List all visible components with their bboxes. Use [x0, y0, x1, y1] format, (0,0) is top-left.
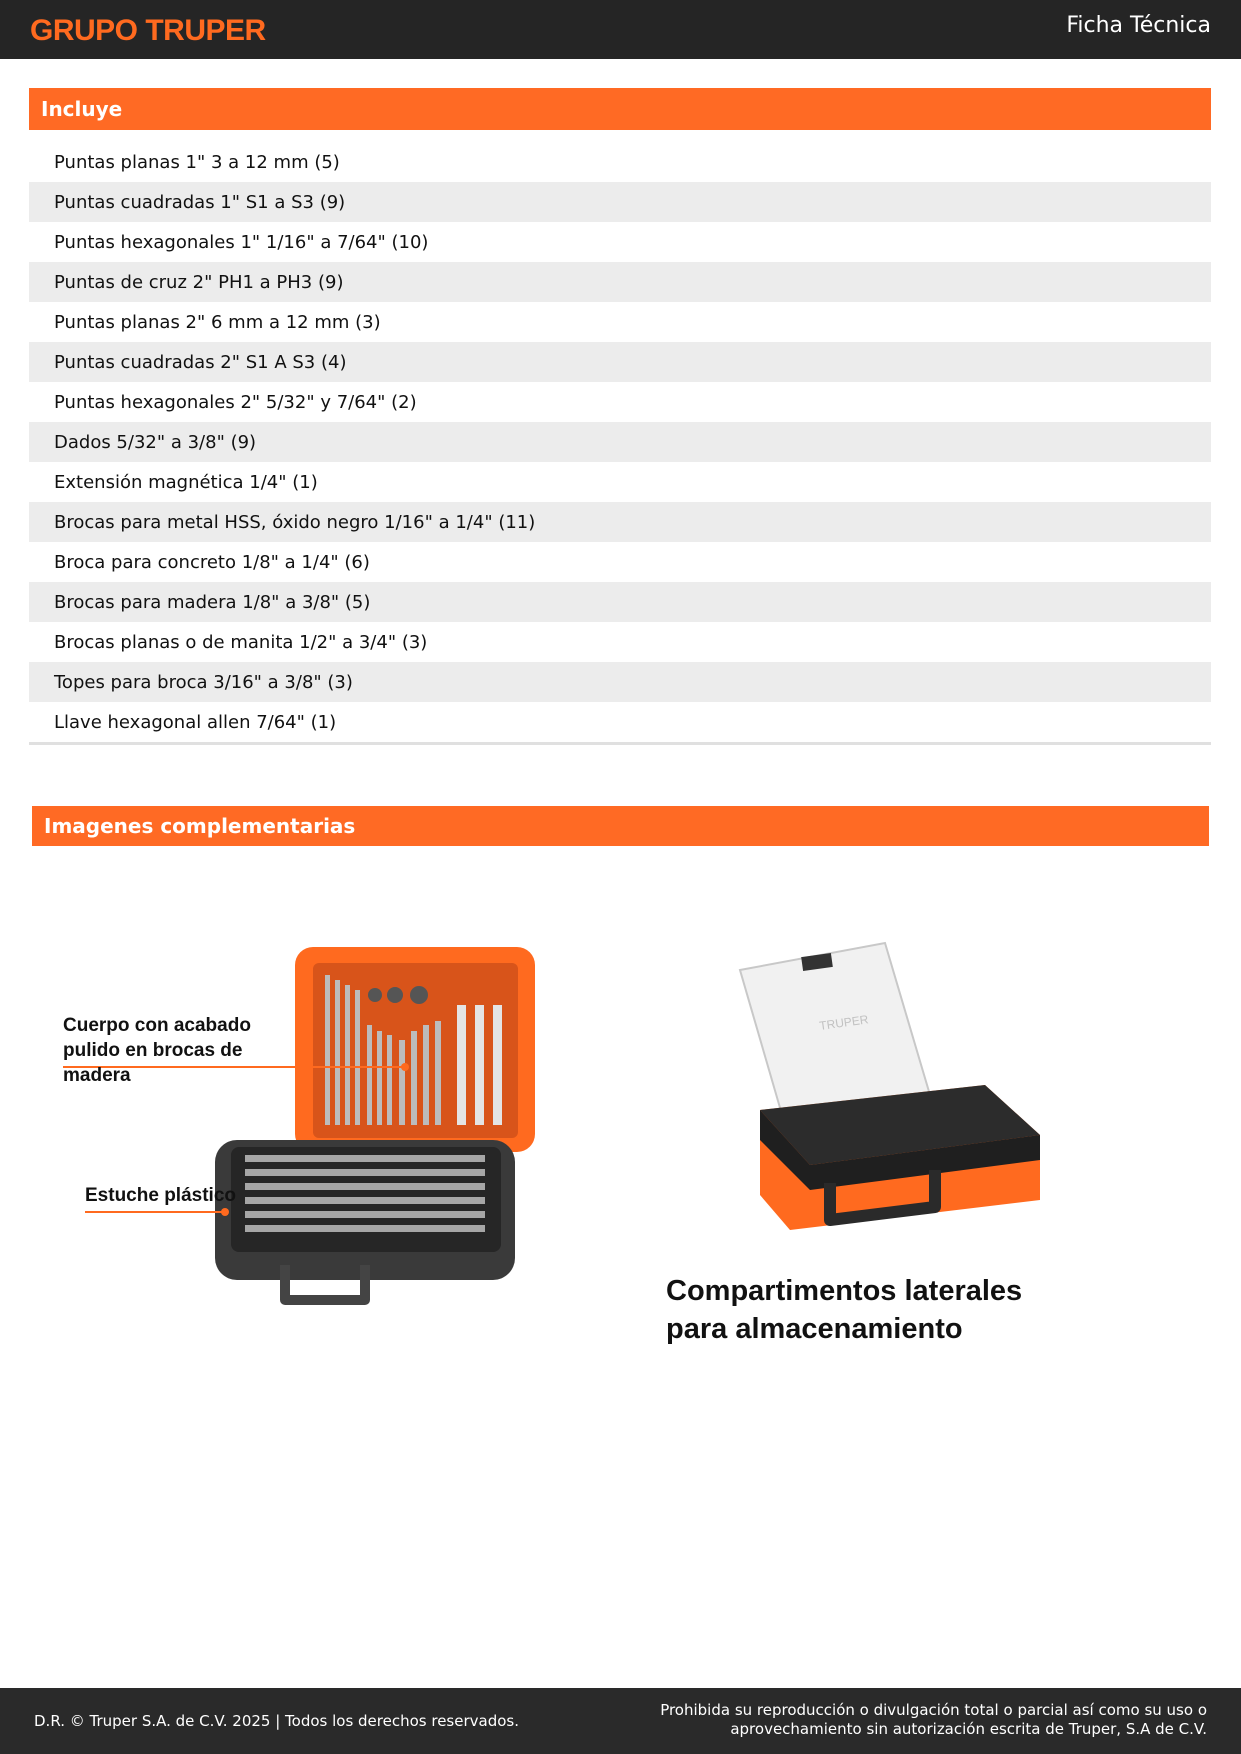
- list-item: Topes para broca 3/16" a 3/8" (3): [29, 662, 1211, 702]
- document-type: Ficha Técnica: [1066, 13, 1211, 38]
- list-item: Puntas hexagonales 2" 5/32" y 7/64" (2): [54, 391, 417, 413]
- brand-logo: GRUPO TRUPER: [30, 14, 266, 47]
- includes-list: [29, 142, 1211, 745]
- list-item: Llave hexagonal allen 7/64" (1): [54, 711, 337, 733]
- list-item: Puntas de cruz 2" PH1 a PH3 (9): [29, 262, 1211, 302]
- case-logo-text: TRUPER: [818, 1012, 870, 1033]
- list-item: Puntas hexagonales 1" 1/16" a 7/64" (10): [54, 231, 429, 253]
- list-item: Dados 5/32" a 3/8" (9): [29, 422, 1211, 462]
- legal-notice-line: Prohibida su reproducción o divulgación total o parcial así como su uso o: [660, 1701, 1207, 1719]
- copyright-text: D.R. © Truper S.A. de C.V. 2025 | Todos los derechos reservados.: [34, 1712, 519, 1730]
- list-item: Brocas para madera 1/8" a 3/8" (5): [29, 582, 1211, 622]
- list-item: Puntas planas 1" 3 a 12 mm (5): [54, 151, 340, 173]
- annotation-polished-bits: Cuerpo con acabado pulido en brocas de madera: [63, 1015, 251, 1086]
- list-item: Puntas cuadradas 1" S1 a S3 (9): [29, 182, 1211, 222]
- legal-notice: [607, 1701, 1207, 1739]
- list-item: Puntas planas 2" 6 mm a 12 mm (3): [54, 311, 381, 333]
- list-item: Puntas cuadradas 2" S1 A S3 (4): [29, 342, 1211, 382]
- annotation-plastic-case: Estuche plástico: [85, 1185, 236, 1206]
- list-item: Brocas para metal HSS, óxido negro 1/16" a 1/4" (11): [29, 502, 1211, 542]
- list-item: Brocas planas o de manita 1/2" a 3/4" (3): [54, 631, 428, 653]
- list-item: Extensión magnética 1/4" (1): [54, 471, 318, 493]
- open-tool-case-image: [55, 935, 555, 1315]
- closed-case-image: [720, 935, 1050, 1235]
- header-bar: [0, 0, 1241, 59]
- section-title-images: Imagenes complementarias: [32, 806, 1209, 846]
- legal-notice-line: aprovechamiento sin autorización escrita de Truper, S.A de C.V.: [730, 1720, 1207, 1738]
- list-item: Broca para concreto 1/8" a 1/4" (6): [54, 551, 370, 573]
- image-caption: Compartimentos laterales para almacenamiento: [666, 1275, 1023, 1345]
- footer-bar: [0, 1688, 1241, 1754]
- section-title-includes: Incluye: [29, 88, 1211, 130]
